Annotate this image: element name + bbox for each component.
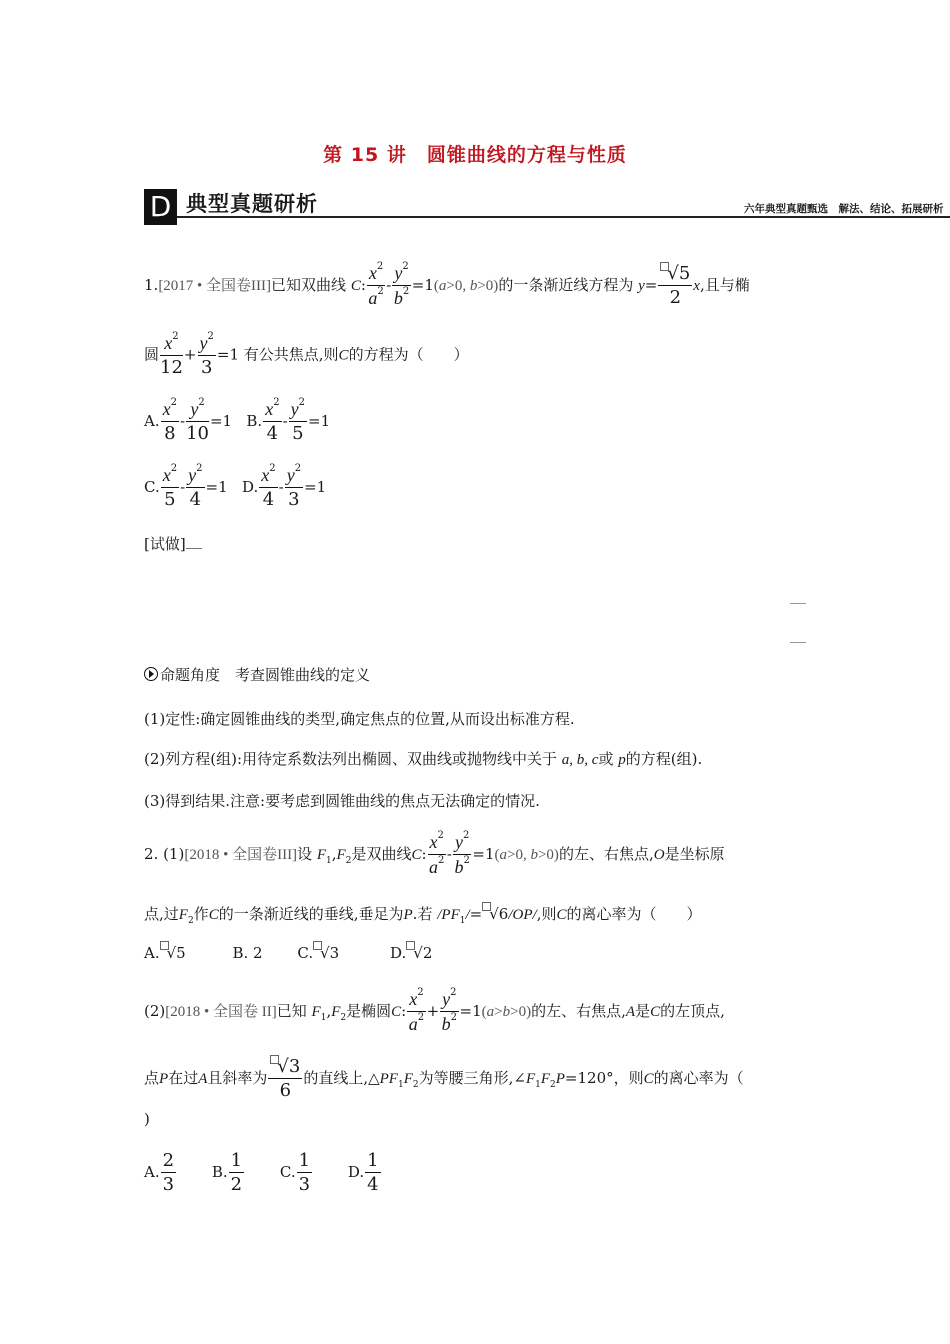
q2-1-option-b[interactable]: B. 2 [232,944,263,962]
q1-line-2: 圆 $\frac{x^2}{12}$ + $\frac{y^2}{3}$ =1 有公共焦点,则C的方程为（ ） [144,331,469,378]
q1-source: [2017 • 全国卷III] [158,278,272,294]
q2-source-1: [2018 • 全国卷III] [184,847,298,863]
q2-2-option-a[interactable]: A. $\frac{2}{3}$ [144,1150,175,1195]
q2-line-2: 点,过$F_2$作C的一条渐近线的垂线,垂足为P.若 $/PF_1/= √6/OP/$,则C的离心率为（ ） [144,903,702,926]
note-item-2: (2)列方程(组):用待定系数法列出椭圆、双曲线或抛物线中关于 a, b, c或 p的方程(组). [144,750,703,768]
section-letter-box: D [144,189,177,225]
page-title: 第 15 讲 圆锥曲线的方程与性质 [323,144,627,166]
note-item-1: (1)定性:确定圆锥曲线的类型,确定焦点的位置,从而设出标准方程. [144,710,575,728]
q2-2-line-3: ) [144,1110,150,1128]
play-circle-icon [144,667,158,681]
q1-option-b[interactable]: B. $\frac{x^2}{4}$ - $\frac{y^2}{5}$ =1 [246,397,331,444]
q2-2-option-d[interactable]: D. $\frac{1}{4}$ [347,1150,379,1195]
q1-try-line [144,533,202,554]
answer-line-1 [790,603,806,604]
q1-option-c[interactable]: C. $\frac{x^2}{5}$ - $\frac{y^2}{4}$ =1 [144,463,228,510]
q2-1-option-d[interactable]: D. √2 [390,944,432,962]
answer-line-2 [790,642,806,643]
note-title-line [144,664,370,685]
q2-2-option-b[interactable]: B. $\frac{1}{2}$ [211,1150,243,1195]
section-subtitle: 六年典型真题甄选 解法、结论、拓展研析 [744,203,944,215]
section-divider [177,216,950,218]
q2-1-option-c[interactable]: C. √3 [297,944,339,962]
q1-options-cd [144,463,327,510]
q1-line-1: 1.[2017 • 全国卷III]已知双曲线 C: $\frac{x^2}{a^2}$ - $\frac{y^2}{b^2}$ =1(a>0, b>0)的一条渐近线方程为 y= $\frac{√5}{2}$ x,且与椭 [144,261,750,308]
q2-1-option-a[interactable]: A. √5 [144,944,186,962]
q2-line-1: 2. (1)[2018 • 全国卷III]设 $F_1,F_2$是双曲线C: $\frac{x^2}{a^2}$ - $\frac{y^2}{b^2}$ =1(a>0, b>0)的左、右焦点,O是坐标原 [144,830,725,877]
q2-2-option-c[interactable]: C. $\frac{1}{3}$ [279,1150,311,1195]
q2-1-options [144,944,432,962]
note-title: 命题角度 考查圆锥曲线的定义 [160,666,371,684]
q2-2-line-1: (2)[2018 • 全国卷 II]已知 $F_1,F_2$是椭圆C: $\frac{x^2}{a^2}$ + $\frac{y^2}{b^2}$ =1(a>b>0)的左、右焦点,A是C的左顶点, [144,987,725,1034]
q2-2-options [144,1152,382,1194]
try-label: [试做] [144,535,186,553]
q1-option-a[interactable]: A. $\frac{x^2}{8}$ - $\frac{y^2}{10}$ =1 [144,397,233,444]
q1-option-d[interactable]: D. $\frac{x^2}{4}$ - $\frac{y^2}{3}$ =1 [241,463,327,510]
note-item-3: (3)得到结果.注意:要考虑到圆锥曲线的焦点无法确定的情况. [144,792,540,810]
q2-source-2: [2018 • 全国卷 II] [165,1004,277,1020]
q2-2-line-2: 点P在过A且斜率为 $\frac{√3}{6}$ 的直线上$,\triangle PF_1F_2$为等腰三角形$,\angle F_1F_2P=120^\circ$，则C的离心率为（ [144,1056,744,1101]
q1-options-ab [144,397,331,444]
section-title: 典型真题研析 [186,192,318,216]
